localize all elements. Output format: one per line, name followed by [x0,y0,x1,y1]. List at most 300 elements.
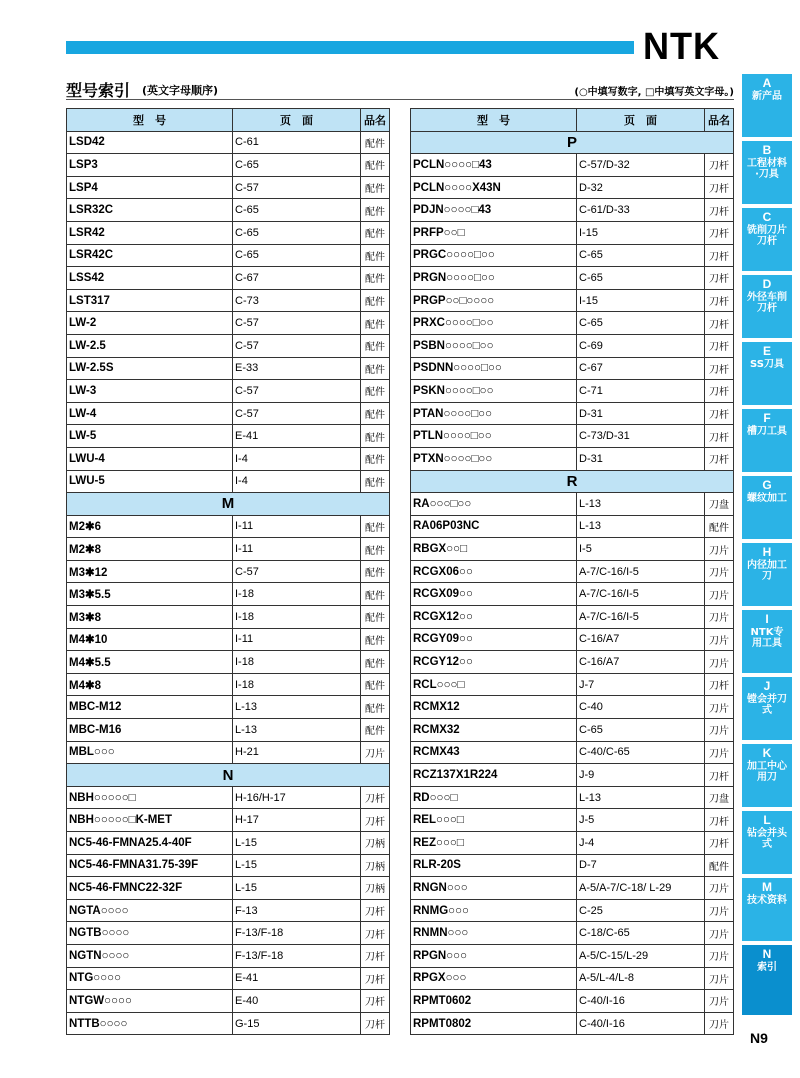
table-row [411,402,734,425]
page-cell: C-65 [233,199,361,222]
page-cell: G-15 [233,1012,361,1035]
table-row [411,199,734,222]
table-row [67,447,390,470]
model-cell: MBC-M12 [67,696,233,719]
table-row [67,673,390,696]
chapter-tab-letter: G [762,478,772,492]
model-cell: NC5-46-FMNA25.4-40F [67,832,233,855]
model-cell: PTXN○○○○□○○ [411,447,577,470]
category-cell: 刀杆 [705,176,734,199]
column-header-category: 品名 [361,109,390,132]
model-cell: PSDNN○○○○□○○ [411,357,577,380]
model-cell: RNMG○○○ [411,899,577,922]
category-cell: 配件 [361,131,390,154]
section-letter: R [411,470,734,493]
page-cell: E-41 [233,967,361,990]
category-cell: 刀杆 [705,199,734,222]
table-row [411,696,734,719]
model-cell: RCGX12○○ [411,606,577,629]
category-cell: 刀片 [705,741,734,764]
page-cell: H-21 [233,741,361,764]
category-cell: 刀杆 [361,786,390,809]
category-cell: 配件 [361,267,390,290]
model-cell: NGTB○○○○ [67,922,233,945]
page-cell: D-7 [577,854,705,877]
category-cell: 配件 [361,334,390,357]
page-cell: I-18 [233,583,361,606]
category-cell: 配件 [361,628,390,651]
index-table-left [66,108,390,1035]
page-cell: I-18 [233,673,361,696]
category-cell: 配件 [361,380,390,403]
page-cell: A-5/A-7/C-18/ L-29 [577,877,705,900]
category-cell: 刀杆 [361,967,390,990]
chapter-tab-label: SS刀具 [750,359,784,370]
table-row [67,199,390,222]
page-cell: C-67 [233,267,361,290]
table-row [67,221,390,244]
chapter-tab-letter: C [762,210,772,224]
page-cell: L-15 [233,832,361,855]
chapter-tab-d[interactable] [742,275,792,338]
category-cell: 刀片 [705,1012,734,1035]
category-cell: 刀杆 [361,1012,390,1035]
category-cell: 刀盘 [705,786,734,809]
table-row [411,380,734,403]
page-cell: F-13 [233,899,361,922]
table-row [411,741,734,764]
category-cell: 配件 [361,515,390,538]
model-cell: LW-2 [67,312,233,335]
title-row [66,78,734,100]
model-cell: RNGN○○○ [411,877,577,900]
chapter-tab-letter: L [763,813,771,827]
chapter-tab-nav [742,74,792,1019]
chapter-tab-label: 工程材料·刀具 [747,158,787,180]
category-cell: 刀杆 [705,154,734,177]
page-cell: I-18 [233,651,361,674]
category-cell: 刀杆 [705,402,734,425]
model-cell: PCLN○○○○□43 [411,154,577,177]
model-cell: LW-2.5 [67,334,233,357]
category-cell: 刀片 [705,719,734,742]
page-cell: L-13 [233,719,361,742]
model-cell: RPMT0602 [411,990,577,1013]
model-cell: M2✱8 [67,538,233,561]
model-cell: LWU-4 [67,447,233,470]
table-row [67,606,390,629]
page-cell: C-61/D-33 [577,199,705,222]
category-cell: 刀杆 [705,447,734,470]
category-cell: 配件 [361,606,390,629]
chapter-tab-letter: H [762,545,772,559]
table-row [67,899,390,922]
table-row [67,628,390,651]
page-cell: A-5/C-15/L-29 [577,944,705,967]
chapter-tab-label: 铣削刀片刀杆 [747,225,787,247]
category-cell: 刀杆 [705,221,734,244]
category-cell: 配件 [361,425,390,448]
model-cell: NC5-46-FMNC22-32F [67,877,233,900]
page-cell: C-65 [577,312,705,335]
category-cell: 刀柄 [361,832,390,855]
model-cell: M3✱5.5 [67,583,233,606]
model-cell: REZ○○○□ [411,832,577,855]
model-cell: M2✱6 [67,515,233,538]
column-header-model: 型 号 [67,109,233,132]
table-row [67,176,390,199]
table-row [411,990,734,1013]
model-cell: PDJN○○○○□43 [411,199,577,222]
section-letter: N [67,764,390,787]
table-row [411,786,734,809]
page-cell: J-4 [577,832,705,855]
page-cell: A-7/C-16/I-5 [577,560,705,583]
table-row [411,651,734,674]
table-row [67,560,390,583]
category-cell: 配件 [361,538,390,561]
table-row [67,854,390,877]
table-row [411,764,734,787]
model-cell: M4✱10 [67,628,233,651]
category-cell: 刀杆 [705,267,734,290]
model-cell: LW-5 [67,425,233,448]
index-table-right [410,108,734,1035]
page-cell: A-7/C-16/I-5 [577,606,705,629]
model-cell: RNMN○○○ [411,922,577,945]
table-row [67,922,390,945]
chapter-tab-i[interactable] [742,610,792,673]
page-cell: L-15 [233,877,361,900]
category-cell: 配件 [361,244,390,267]
table-row [411,719,734,742]
model-cell: LST317 [67,289,233,312]
category-cell: 刀杆 [705,764,734,787]
table-row [67,470,390,493]
category-cell: 刀杆 [705,312,734,335]
section-letter: P [411,131,734,154]
table-row [67,515,390,538]
model-cell: PSBN○○○○□○○ [411,334,577,357]
section-row [411,131,734,154]
chapter-tab-h[interactable] [742,543,792,606]
category-cell: 配件 [361,583,390,606]
chapter-tab-label: 钻会并头式 [747,828,787,850]
model-cell: NGTA○○○○ [67,899,233,922]
chapter-tab-a[interactable] [742,74,792,137]
chapter-tab-m[interactable] [742,878,792,941]
chapter-tab-n[interactable] [742,945,792,1015]
chapter-tab-letter: A [762,76,772,90]
chapter-tab-letter: N [762,947,772,961]
page-cell: J-9 [577,764,705,787]
model-cell: RPMT0802 [411,1012,577,1035]
page-cell: C-57/D-32 [577,154,705,177]
table-row [67,380,390,403]
table-header [411,109,734,132]
category-cell: 刀片 [705,990,734,1013]
table-row [411,854,734,877]
chapter-tab-label: 内径加工刀 [747,560,787,582]
table-row [411,515,734,538]
model-cell: M4✱8 [67,673,233,696]
category-cell: 刀片 [705,967,734,990]
model-cell: M3✱8 [67,606,233,629]
table-row [411,922,734,945]
column-header-model: 型 号 [411,109,577,132]
page-cell: C-65 [233,244,361,267]
model-cell: RA06P03NC [411,515,577,538]
chapter-tab-letter: K [762,746,772,760]
model-cell: NBH○○○○○□K-MET [67,809,233,832]
table-row [67,809,390,832]
model-cell: PSKN○○○○□○○ [411,380,577,403]
table-row [67,944,390,967]
category-cell: 配件 [361,696,390,719]
table-row [67,741,390,764]
category-cell: 刀片 [705,560,734,583]
table-row [67,312,390,335]
table-row [411,1012,734,1035]
page-cell: D-32 [577,176,705,199]
table-header [67,109,390,132]
page-cell: C-25 [577,899,705,922]
model-cell: PRGP○○□○○○○ [411,289,577,312]
category-cell: 配件 [361,154,390,177]
model-cell: M3✱12 [67,560,233,583]
table-row [411,221,734,244]
chapter-tab-g[interactable] [742,476,792,539]
model-cell: LW-3 [67,380,233,403]
table-row [411,334,734,357]
model-cell: RCGY09○○ [411,628,577,651]
page-cell: J-7 [577,673,705,696]
table-row [411,583,734,606]
category-cell: 配件 [705,515,734,538]
page-cell: H-16/H-17 [233,786,361,809]
model-cell: LSR32C [67,199,233,222]
chapter-tab-letter: J [763,679,771,693]
table-row [67,696,390,719]
model-cell: REL○○○□ [411,809,577,832]
chapter-tab-label: 索引 [757,962,777,973]
chapter-tab-label: NTK专用工具 [750,627,784,649]
page-cell: D-31 [577,402,705,425]
table-row [67,990,390,1013]
page-cell: C-40/C-65 [577,741,705,764]
table-row [67,832,390,855]
model-cell: PRXC○○○○□○○ [411,312,577,335]
category-cell: 配件 [361,719,390,742]
table-row [67,267,390,290]
page-cell: C-65 [577,719,705,742]
table-row [411,154,734,177]
page-cell: L-13 [577,786,705,809]
model-cell: RCMX12 [411,696,577,719]
category-cell: 刀片 [705,583,734,606]
page-cell: C-69 [577,334,705,357]
category-cell: 刀片 [705,877,734,900]
page-cell: F-13/F-18 [233,922,361,945]
table-row [67,357,390,380]
table-row [411,809,734,832]
page-cell: L-13 [577,515,705,538]
model-cell: RCGY12○○ [411,651,577,674]
table-row [411,944,734,967]
page-cell: C-18/C-65 [577,922,705,945]
model-cell: MBC-M16 [67,719,233,742]
model-cell: LW-4 [67,402,233,425]
column-header-category: 品名 [705,109,734,132]
category-cell: 配件 [361,470,390,493]
page-cell: C-40/I-16 [577,990,705,1013]
page-cell: C-57 [233,334,361,357]
table-row [411,244,734,267]
fill-note: (○中填写数字, □中填写英文字母。) [574,87,734,98]
table-row [411,176,734,199]
page-cell: I-18 [233,606,361,629]
table-row [411,493,734,516]
model-cell: RLR-20S [411,854,577,877]
page-cell: C-57 [233,560,361,583]
table-row [67,538,390,561]
page-cell: C-57 [233,402,361,425]
chapter-tab-label: 新产品 [752,91,782,102]
page-cell: H-17 [233,809,361,832]
category-cell: 刀杆 [705,289,734,312]
category-cell: 配件 [361,289,390,312]
page-cell: A-7/C-16/I-5 [577,583,705,606]
model-cell: RD○○○□ [411,786,577,809]
page-cell: C-16/A7 [577,651,705,674]
category-cell: 刀片 [705,538,734,561]
chapter-tab-j[interactable] [742,677,792,740]
page-cell: C-57 [233,176,361,199]
model-cell: RPGX○○○ [411,967,577,990]
model-cell: RA○○○□○○ [411,493,577,516]
table-row [411,560,734,583]
page-title: 型号索引 [66,81,131,100]
chapter-tab-c[interactable] [742,208,792,271]
page-cell: I-4 [233,470,361,493]
category-cell: 刀杆 [705,425,734,448]
chapter-tab-k[interactable] [742,744,792,807]
chapter-tab-label: 槽刀工具 [747,426,787,437]
page-cell: C-65 [577,267,705,290]
chapter-tab-label: 技术资料 [747,895,787,906]
model-cell: PTAN○○○○□○○ [411,402,577,425]
category-cell: 刀片 [705,628,734,651]
model-cell: PCLN○○○○X43N [411,176,577,199]
category-cell: 刀杆 [705,809,734,832]
page-cell: F-13/F-18 [233,944,361,967]
chapter-tab-f[interactable] [742,409,792,472]
chapter-tab-letter: I [765,612,769,626]
table-row [67,289,390,312]
chapter-tab-l[interactable] [742,811,792,874]
model-cell: PRGC○○○○□○○ [411,244,577,267]
model-cell: LSS42 [67,267,233,290]
table-row [67,244,390,267]
category-cell: 刀片 [705,696,734,719]
model-cell: NTTB○○○○ [67,1012,233,1035]
category-cell: 配件 [361,357,390,380]
model-cell: RCGX09○○ [411,583,577,606]
chapter-tab-letter: B [762,143,772,157]
category-cell: 刀柄 [361,877,390,900]
model-cell: RBGX○○□ [411,538,577,561]
category-cell: 刀杆 [361,809,390,832]
table-row [411,628,734,651]
section-row [67,764,390,787]
page-cell: C-65 [233,221,361,244]
chapter-tab-letter: F [763,411,771,425]
table-row [411,832,734,855]
table-row [411,447,734,470]
table-row [411,877,734,900]
category-cell: 刀杆 [361,990,390,1013]
page-cell: I-4 [233,447,361,470]
page-cell: C-73 [233,289,361,312]
category-cell: 配件 [705,854,734,877]
model-cell: PTLN○○○○□○○ [411,425,577,448]
page-cell: J-5 [577,809,705,832]
category-cell: 刀片 [705,606,734,629]
category-cell: 配件 [361,651,390,674]
model-cell: NGTN○○○○ [67,944,233,967]
page-cell: I-5 [577,538,705,561]
model-cell: LSR42 [67,221,233,244]
category-cell: 配件 [361,402,390,425]
chapter-tab-letter: M [762,880,772,894]
chapter-tab-label: 外径车削刀杆 [747,292,787,314]
category-cell: 配件 [361,447,390,470]
chapter-tab-letter: E [762,344,771,358]
model-cell: NTGW○○○○ [67,990,233,1013]
model-cell: LSD42 [67,131,233,154]
page-cell: C-57 [233,380,361,403]
chapter-tab-e[interactable] [742,342,792,405]
page-cell: E-41 [233,425,361,448]
table-row [411,538,734,561]
page-number: N9 [750,1030,768,1046]
chapter-tab-letter: D [762,277,772,291]
model-cell: M4✱5.5 [67,651,233,674]
model-cell: RPGN○○○ [411,944,577,967]
table-row [411,899,734,922]
category-cell: 刀杆 [705,244,734,267]
section-letter: M [67,493,390,516]
category-cell: 刀杆 [705,832,734,855]
page-cell: C-61 [233,131,361,154]
table-row [67,583,390,606]
header-accent-bar [66,41,634,54]
page-cell: I-11 [233,538,361,561]
table-row [67,154,390,177]
chapter-tab-b[interactable] [742,141,792,204]
model-cell: MBL○○○ [67,741,233,764]
model-cell: LWU-5 [67,470,233,493]
table-row [67,425,390,448]
category-cell: 刀杆 [361,899,390,922]
page-cell: I-11 [233,515,361,538]
category-cell: 刀柄 [361,854,390,877]
section-row [411,470,734,493]
page-cell: I-15 [577,221,705,244]
model-cell: LSR42C [67,244,233,267]
page-cell: I-15 [577,289,705,312]
page-cell: C-65 [233,154,361,177]
